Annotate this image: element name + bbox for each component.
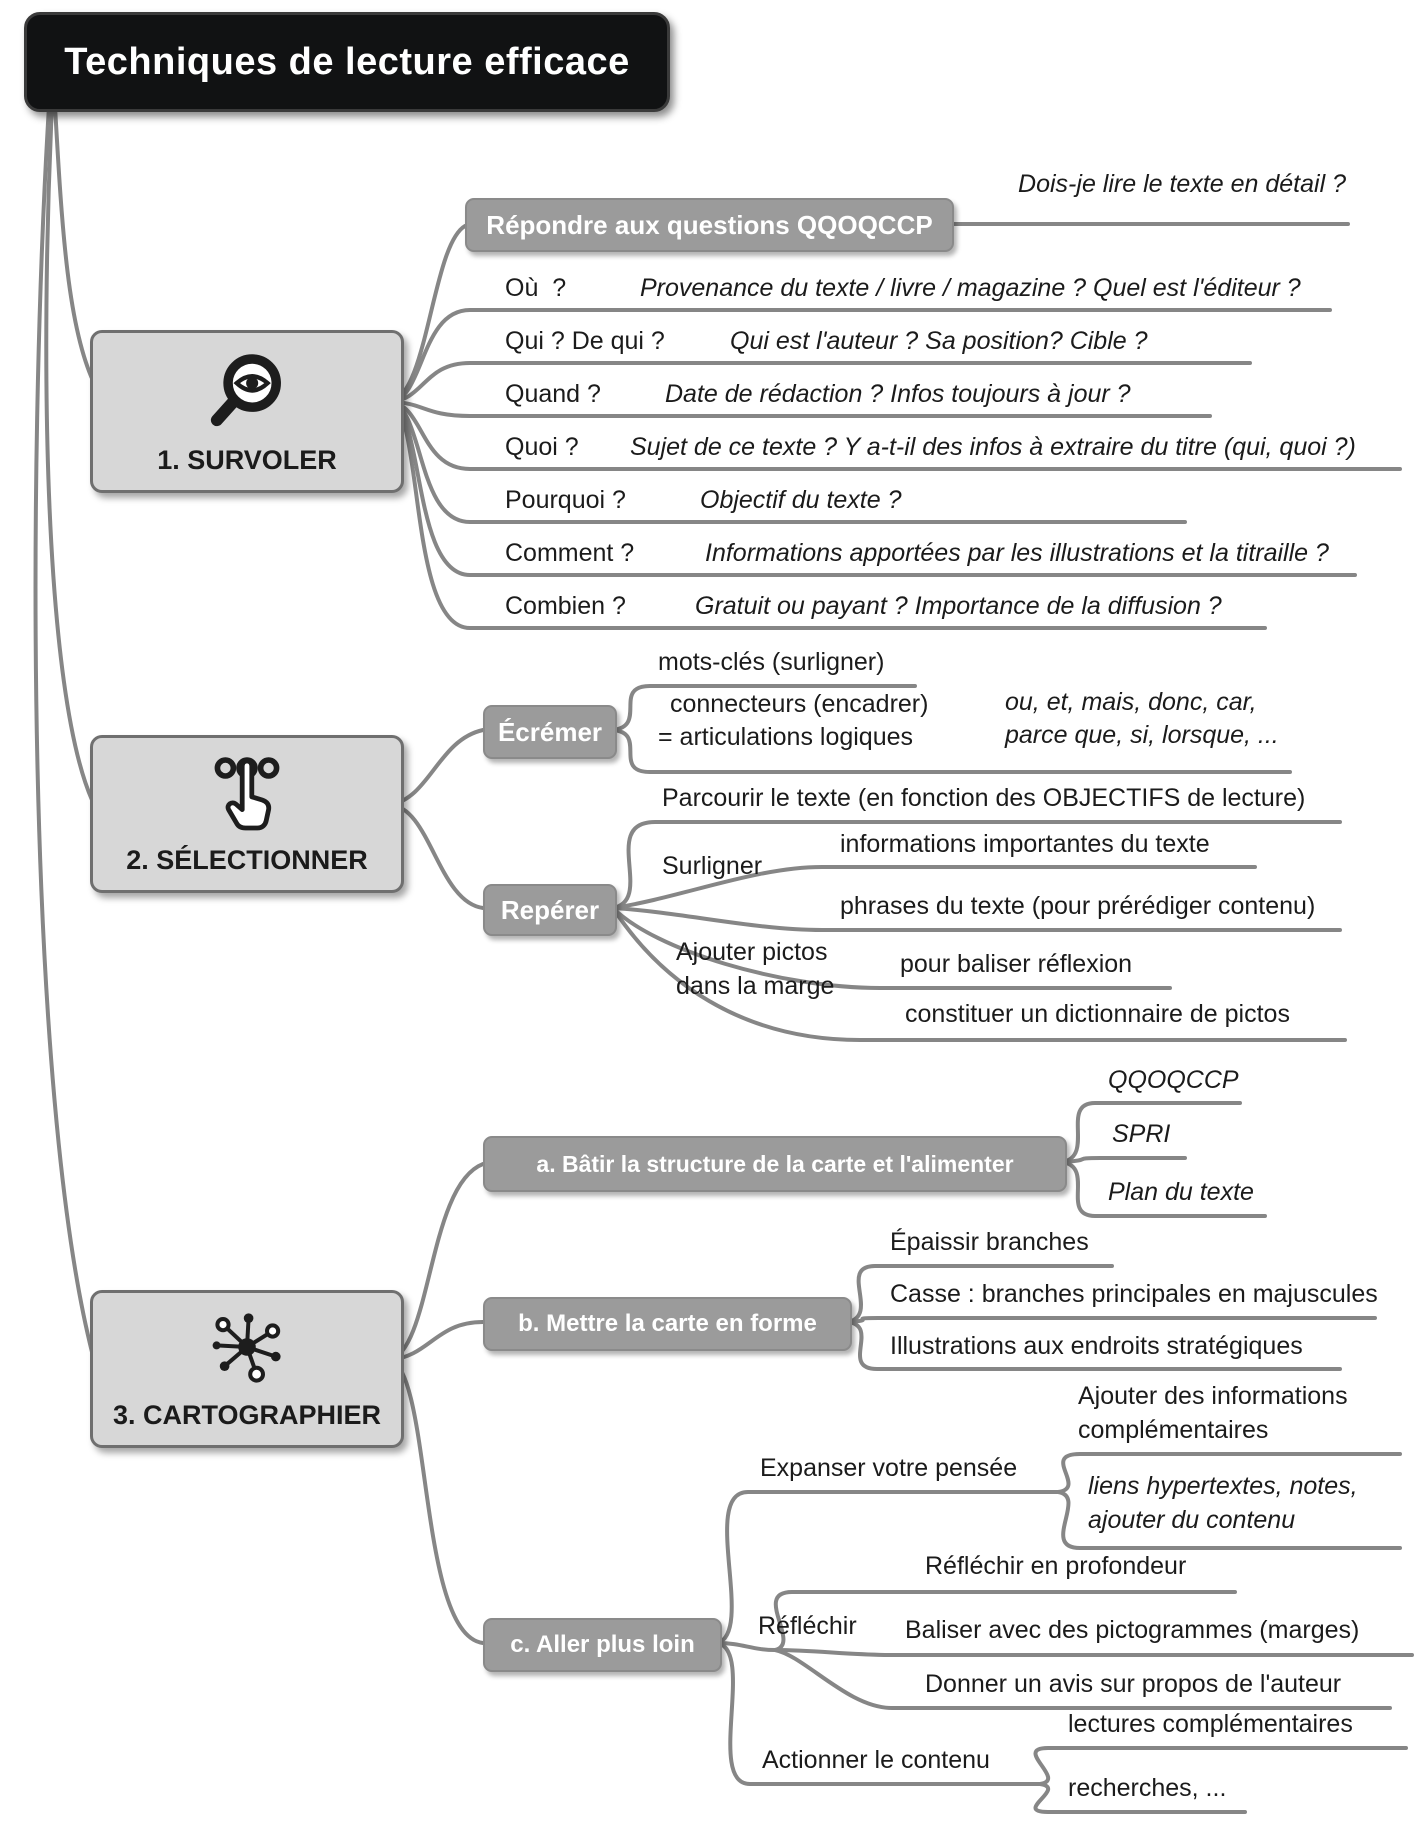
item-donner-avis: Donner un avis sur propos de l'auteur (925, 1670, 1342, 1698)
topic-aller-plus-loin (483, 1618, 722, 1672)
row-comment-desc: Informations apportées par les illustrations et la titraille ? (705, 539, 1329, 567)
topic-reperer-label: Repérer (500, 894, 600, 925)
row-ou-label: Où ? (505, 274, 567, 302)
network-icon (205, 1307, 289, 1392)
topic-aller-plus-loin-label: c. Aller plus loin (510, 1631, 695, 1658)
row-combien-desc: Gratuit ou payant ? Importance de la diffusion ? (695, 592, 1222, 620)
topic-surligner-info: informations importantes du texte (840, 830, 1210, 858)
topic-surligner-phrases: phrases du texte (pour prérédiger contenu) (840, 892, 1316, 920)
item-liens-line2: ajouter du contenu (1088, 1506, 1296, 1534)
node-selectionner (90, 735, 404, 893)
node-survoler-label: 1. SURVOLER (157, 445, 337, 476)
row-qui-desc: Qui est l'auteur ? Sa position? Cible ? (730, 327, 1148, 355)
topic-reperer (483, 884, 617, 936)
topic-connecteurs-line2: = articulations logiques (658, 723, 914, 751)
click-hand-icon (202, 752, 292, 837)
item-recherches: recherches, ... (1068, 1774, 1227, 1802)
topic-actionner: Actionner le contenu (762, 1746, 990, 1774)
item-baliser-pictogrammes: Baliser avec des pictogrammes (marges) (905, 1616, 1360, 1644)
topic-pictos-dico: constituer un dictionnaire de pictos (905, 1000, 1290, 1028)
topic-ecremer-label: Écrémer (497, 716, 603, 747)
row-quoi-label: Quoi ? (505, 433, 579, 461)
item-ajouter-infos-line1: Ajouter des informations (1078, 1382, 1348, 1410)
topic-pictos-line2: dans la marge (676, 972, 835, 1000)
topic-batir-structure-label: a. Bâtir la structure de la carte et l'alimenter (536, 1150, 1014, 1177)
row-quand-label: Quand ? (505, 380, 601, 408)
node-cartographier (90, 1290, 404, 1448)
topic-expanser: Expanser votre pensée (760, 1454, 1018, 1482)
item-ajouter-infos-line2: complémentaires (1078, 1416, 1269, 1444)
item-lectures: lectures complémentaires (1068, 1710, 1353, 1738)
topic-repondre-qqoqccp (465, 198, 954, 252)
row-combien-label: Combien ? (505, 592, 626, 620)
item-plan-du-texte: Plan du texte (1108, 1178, 1254, 1206)
node-cartographier-label: 3. CARTOGRAPHIER (112, 1400, 382, 1430)
item-epaissir: Épaissir branches (890, 1228, 1089, 1256)
topic-mettre-en-forme-label: b. Mettre la carte en forme (518, 1310, 817, 1337)
topic-ecremer (483, 705, 617, 759)
node-selectionner-label: 2. SÉLECTIONNER (126, 845, 368, 875)
item-illustrations: Illustrations aux endroits stratégiques (890, 1332, 1303, 1360)
topic-mots-cles: mots-clés (surligner) (658, 648, 885, 676)
magnifier-eye-icon (204, 347, 290, 438)
topic-mettre-en-forme (483, 1297, 852, 1351)
row-quand-desc: Date de rédaction ? Infos toujours à jour ? (665, 380, 1131, 408)
topic-batir-structure (483, 1136, 1067, 1192)
node-survoler (90, 330, 404, 493)
row-ou-desc: Provenance du texte / livre / magazine ? Quel est l'éditeur ? (640, 274, 1301, 302)
note-connecteurs-line2: parce que, si, lorsque, ... (1005, 721, 1279, 749)
topic-parcourir: Parcourir le texte (en fonction des OBJECTIFS de lecture) (662, 784, 1306, 812)
topic-surligner: Surligner (662, 852, 763, 880)
item-reflechir-profondeur: Réfléchir en profondeur (925, 1552, 1187, 1580)
row-pourquoi-desc: Objectif du texte ? (700, 486, 902, 514)
topic-pictos-line1: Ajouter pictos (676, 938, 828, 966)
topic-connecteurs-line1: connecteurs (encadrer) (670, 690, 929, 718)
map-title-text: Techniques de lecture efficace (64, 40, 630, 83)
note-connecteurs-line1: ou, et, mais, donc, car, (1005, 688, 1257, 716)
row-pourquoi-label: Pourquoi ? (505, 486, 626, 514)
note-lire-en-detail: Dois-je lire le texte en détail ? (1018, 170, 1346, 198)
row-comment-label: Comment ? (505, 539, 635, 567)
item-qqoqccp: QQOQCCP (1108, 1066, 1239, 1094)
topic-reflechir: Réfléchir (758, 1612, 857, 1640)
topic-repondre-qqoqccp-label: Répondre aux questions QQOQCCP (486, 209, 933, 240)
map-title (24, 12, 670, 112)
row-qui-label: Qui ? De qui ? (505, 327, 665, 355)
topic-pictos-baliser: pour baliser réflexion (900, 950, 1133, 978)
item-spri: SPRI (1112, 1120, 1171, 1148)
item-casse: Casse : branches principales en majuscules (890, 1280, 1378, 1308)
row-quoi-desc: Sujet de ce texte ? Y a-t-il des infos à extraire du titre (qui, quoi ?) (630, 433, 1356, 461)
item-liens-line1: liens hypertextes, notes, (1088, 1472, 1358, 1500)
